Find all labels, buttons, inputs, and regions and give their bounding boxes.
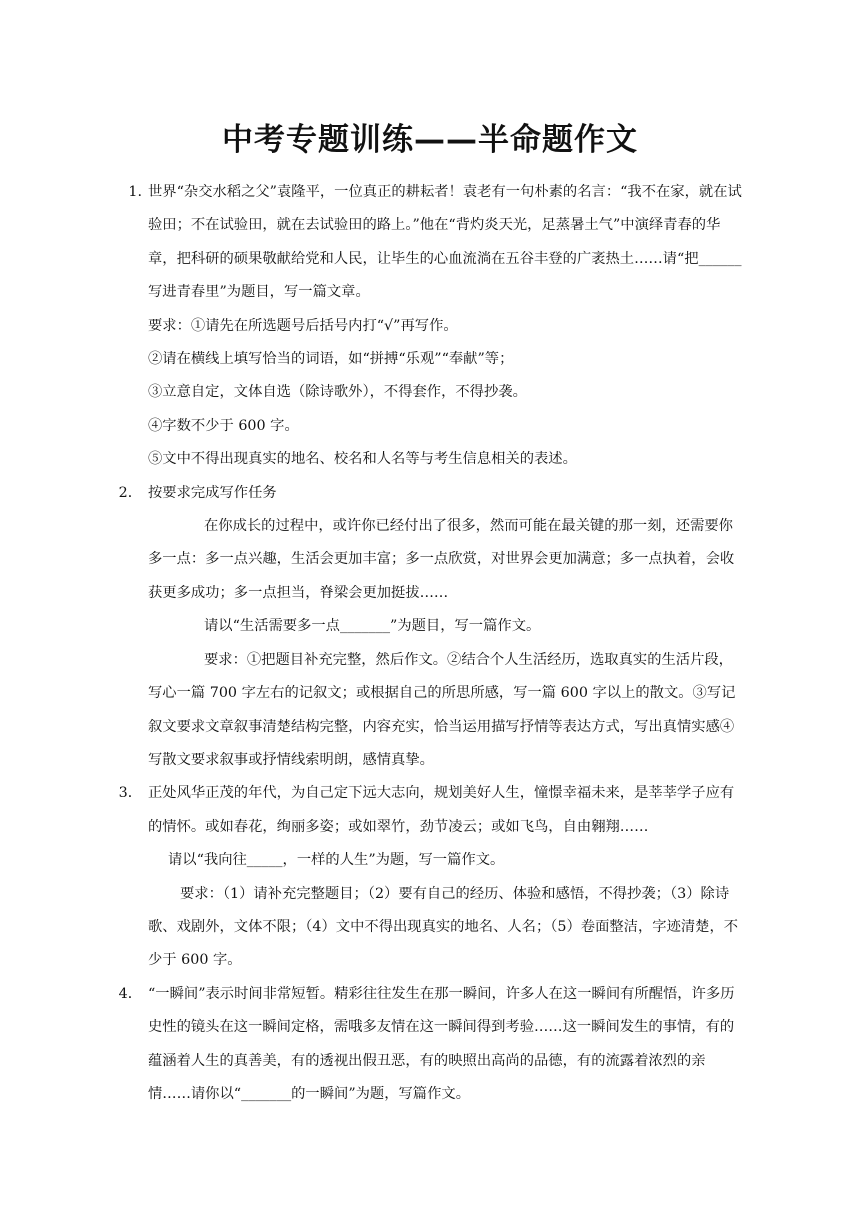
question-text: 世界“杂交水稻之父”袁隆平，一位真正的耕耘者！袁老有一句朴素的名言：“我不在家，就在试验田；不在试验田，就在去试验田的路上。”他在“背灼炎天光，足蒸暑土气”中演绎青春的华章，把科研的硕果敬献给党和人民，让毕生的心血流淌在五谷丰登的广袤热土……请“把______写进青春里”为题目，写一篇文章。 <box>148 184 742 301</box>
question-number: 2． <box>118 484 142 501</box>
requirement-line: ②请在横线上填写恰当的词语，如“拼搏“乐观”“奉献”等； <box>148 351 514 368</box>
page-title: 中考专题训练——半命题作文 <box>222 122 638 158</box>
requirement-line: 要求：①请先在所选题号后括号内打“√”再写作。 <box>148 317 458 334</box>
question-1 <box>110 176 742 310</box>
question-number: 1. <box>128 184 142 200</box>
question-number: 3． <box>118 785 142 802</box>
requirement-line: ④字数不少于 600 字。 <box>148 417 299 434</box>
question-passage: 在你成长的过程中，或许你已经付出了很多，然而可能在最关键的那一刻，还需要你多一点：多一点兴趣，生活会更加丰富；多一点欣赏，对世界会更加满意；多一点执着，会收获更多成功；多一点担当，脊梁会更加挺拔…… <box>148 518 735 601</box>
question-requirements: 要求：（1）请补充完整题目；（2）要有自己的经历、体验和感悟，不得抄袭；（3）除诗歌、戏剧外，文体不限；（4）文中不得出现真实的地名、人名；（5）卷面整洁，字迹清楚，不少于 600 字。 <box>148 885 739 969</box>
question-text: 正处风华正茂的年代，为自己定下远大志向，规划美好人生，憧憬幸福未来，是莘莘学子应有的情怀。或如春花，绚丽多姿；或如翠竹，劲节凌云；或如飞鸟，自由翱翔…… <box>148 785 735 835</box>
question-prompt: 请以“我向往_____，一样的人生”为题，写一篇作文。 <box>168 852 505 869</box>
question-prompt: 请以“生活需要多一点_______”为题目，写一篇作文。 <box>204 618 541 635</box>
question-4 <box>110 978 742 1112</box>
question-2 <box>110 477 742 510</box>
question-text: “一瞬间”表示时间非常短暂。精彩往往发生在那一瞬间，许多人在这一瞬间有所醒悟，许多历史性的镜头在这一瞬间定格，需哦多友情在这一瞬间得到考验……这一瞬间发生的事情，有的蕴涵着人生的真善美，有的透视出假丑恶，有的映照出高尚的品德，有的流露着浓烈的亲情……请你以“_______的一瞬间”为题，写篇作文。 <box>148 985 735 1102</box>
question-heading: 按要求完成写作任务 <box>148 484 277 501</box>
question-list <box>110 176 742 1111</box>
question-number: 4． <box>118 985 142 1002</box>
question-requirements: 要求：①把题目补充完整，然后作文。②结合个人生活经历，选取真实的生活片段，写心一篇 700 字左右的记叙文；或根据自己的所思所感，写一篇 600 字以上的散文。③写记叙文要求文章叙事清楚结构完整，内容充实，恰当运用描写抒情等表达方式，写出真情实感④写散文要求叙事或抒情线索明朗，感情真挚。 <box>148 651 736 768</box>
question-3 <box>110 777 742 844</box>
requirement-line: ⑤文中不得出现真实的地名、校名和人名等与考生信息相关的表述。 <box>148 451 577 468</box>
requirement-line: ③立意自定，文体自选（除诗歌外），不得套作，不得抄袭。 <box>148 384 527 401</box>
